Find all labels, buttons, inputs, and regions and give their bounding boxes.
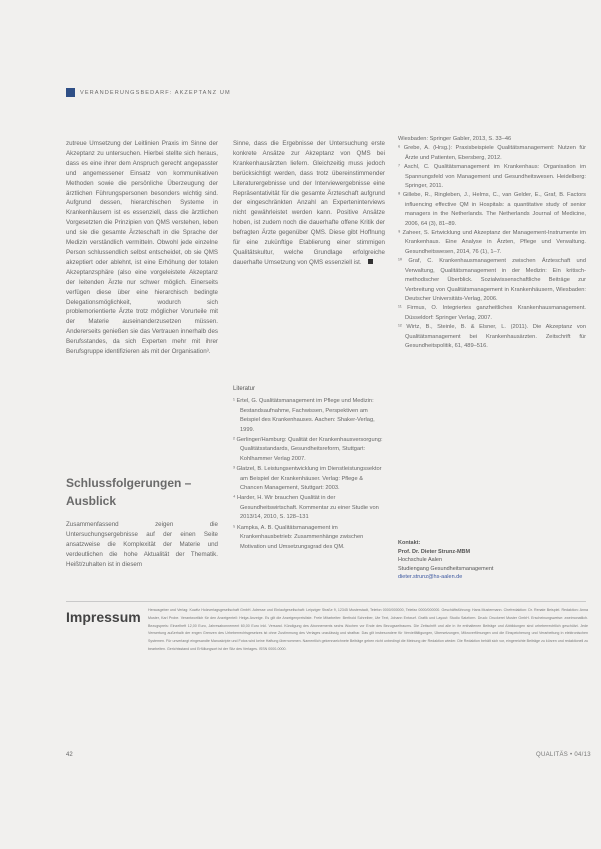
reference-item: ⁵ Kampka, A. B. Qualitätsmanagement im Krankenhausbetrieb: Zusammenhänge zwischen Motivation und Umsetzungsgrad des QM. — [233, 524, 364, 550]
reference-item: ¹² Wirtz, B., Steinle, B. & Elsner, L. (2011). Die Akzeptanz von Qualitätsmanagement bei Krankenhausärzten. Zeitschrift für Gesundheitspolitik, 61, 489–516. — [398, 324, 586, 349]
contact-institution: Hochschule Aalen — [398, 557, 443, 564]
reference-item: ⁷ Aschl, C. Qualitätsmanagement im Krankenhaus: Organisation im Spannungsfeld von Management und Gesundheitswesen. Heidelberg: Springer, 2011. — [398, 164, 586, 190]
impressum-text: Herausgeber und Verlag: Kuwitz Holzverlagsgesellschaft GmbH. Adresse und Einlaufgesellschaft: Leipziger Straße 9, 12345 Musterstadt, Telefon 0000/000000, Telefax 0000/000000. Geschäftsführung: Hans Mustermann. Chefredaktion: Dr. Renate Beispiel. Redaktion: Anna Muster, Karl Probe. Verantwortlich für den Anzeigenteil: Helga Anzeige. Es gilt die Anzeigenpreisliste. Freie Mitarbeiter: Berthold Schreiber, Ute Text, Johann Entwurf. Grafik und Layout: Studio Satzform. Druck: Druckerei Muster GmbH. Erscheinungsweise: zweimonatlich. Bezugspreis: Einzelheft 12,00 Euro, Jahresabonnement 60,00 Euro inkl. Versand. Kündigung des Abonnements sechs Wochen vor Ende des Bezugszeitraums. Die Zeitschrift und alle in ihr enthaltenen Beiträge und Abbildungen sind urheberrechtlich geschützt. Jede Verwertung außerhalb der engen Grenzen des Urheberrechtsgesetzes ist ohne Zustimmung des Verlages unzulässig und strafbar. Das gilt insbesondere für Vervielfältigungen, Übersetzungen, Mikroverfilmungen und die Einspeicherung und Verarbeitung in elektronischen Systemen. Für unverlangt eingesandte Manuskripte und Fotos wird keine Haftung übernommen. Namentlich gekennzeichnete Beiträge geben nicht unbedingt die Meinung der Redaktion wieder. Die Redaktion behält sich vor, eingereichte Beiträge zu kürzen und redaktionell zu bearbeiten. Gerichtsstand und Erfüllungsort ist der Sitz des Verlages. ISSN 0000-0000. — [148, 608, 588, 651]
divider — [66, 601, 586, 602]
reference-item: ⁶ Grebe, A. (Hrsg.): Praxisbeispiele Qualitätsmanagement: Nutzen für Ärzte und Patienten, Ebersberg, 2012. — [398, 145, 586, 161]
reference-item: ³ Glatzel, B. Leistungsentwicklung im Dienstleistungssektor am Beispiel der Krankenhäuser. Verlag: Pflege & Chancen Management, Stuttgart: 2003. — [233, 466, 382, 492]
paragraph: Zusammenfassend zeigen die Untersuchungsergebnisse auf der einen Seite ansatzweise die Komplexität der Materie und verdeutlichen die hohe Aktualität der Thematik. Heißt/zuhalten ist in diesem — [66, 521, 218, 568]
contact-name: Prof. Dr. Dieter Strunz-MBM — [398, 548, 471, 555]
contact-box — [398, 539, 586, 582]
column-1-conclusion — [66, 514, 218, 576]
section-heading: Schlussfolgerungen – Ausblick — [66, 476, 192, 508]
column-2 — [233, 139, 385, 268]
reference-item: Wiesbaden: Springer Gabler, 2013, S. 33–46 — [398, 136, 512, 142]
reference-item: ¹⁰ Graf, C. Krankenhausmanagement zwischen Ärzteschaft und Verwaltung, Qualitätsmanagement in der Medizin: Ein kritisch-methodischer Überblick. Sozialwissenschaftliche Beiträge zur Verbreitung von Qualitätsmanagement in Krankenhäusern, Wiesbaden: Deutscher Universitäts-Verlag, 2006. — [398, 258, 586, 302]
impressum-title: Impressum — [66, 609, 141, 625]
column-1 — [66, 139, 218, 357]
section-title: VERANDERUNGSBEDARF: AKZEPTANZ UM — [80, 89, 231, 96]
page-number: 42 — [66, 752, 73, 758]
paragraph-text: Sinne, dass die Ergebnisse der Untersuchung erste konkrete Ansätze zur Akzeptanz von QMS bei Krankenhausärzten liefern. Gleichzeitig muss jedoch berücksichtigt werden, dass trotz übereinstimmender Literaturergebnisse und der Interviewergebnisse eine Repräsentativität für die gesamte Ärzteschaft aufgrund der eingeschränkten Anzahl an Experteninterviews nicht gewährleistet werden kann. Positive Ansätze hoben, ist zudem noch die dauerhafte offene Kritik der befragten Ärzte gegenüber QMS. Diese gibt Hoffnung für eine zukünftige Etablierung einer stimmigen Qualitätskultur, welche Grundlage erfolgreiche dauerhafte Umsetzung von QMS essenziell ist. — [233, 140, 385, 266]
reference-item: ⁴ Harder, H. Wir brauchen Qualität in der Gesundheitswirtschaft. Kommentar zu einer Studie von 2013/14, 2010, S. 128–131 — [233, 495, 379, 521]
reference-item: ⁹ Zaheer, S. Ertwicklung und Akzeptanz der Management-Instrumente im Krankenhaus. Eine Analyse in Ärzten, Pflege und Verwaltung. Gesundheitswesen, 2014, 76 (1), 1–7. — [398, 230, 586, 255]
contact-label: Kontakt: — [398, 540, 421, 546]
section-marker-icon — [66, 88, 75, 97]
section-header — [66, 88, 231, 97]
end-of-article-icon — [368, 259, 373, 264]
literature-heading: Literatur — [233, 386, 256, 392]
reference-item: ² Gerlinger/Hamburg: Qualität der Krankenhausversorgung: Qualitätsstandards, Gesundheitsreform, Stuttgart: Kohlhammer Verlag 2007. — [233, 437, 383, 462]
column-3-references — [398, 135, 586, 351]
reference-item: ¹¹ Firmus, O. Integriertes ganzheitliches Krankenhausmanagement. Düsseldorf: Springer Verlag, 2007. — [398, 305, 586, 321]
issue-label: QUALITÄS • 04/13 — [536, 752, 591, 758]
paragraph: zutreue Umsetzung der Leitlinien Praxis im Sinne der Akzeptanz zu untersuchen. Hierbei stellte sich heraus, dass es eine ihrer dem Anspruch gerecht angepasster und angemessener Einsatz von kommunikativen Methoden sowie die persönliche Überzeugung der ärztlichen Führungspersonen besonders wichtig sind. Aufgrund dessen, hierarchischen Systeme in Krankenhäusern ist es essenziell, dass die ärztlichen Vorgesetzten die Prinzipien von QMS verstehen, leben und sie die gesamte Ärzteschaft in die Sprache der Medizin verständlich vermitteln. Obwohl jede einzelne Person schlussendlich selbst entscheidet, ob sie QMS akzeptiert oder ablehnt, ist eine Erhöhung der totalen Akzeptanzsphäre (also eine vorgeleistete Akzeptanz der leitenden Ärzte nur schwer möglich. Einerseits verfügen diese über eine hierarchisch bedingte Delegationsmöglichkeit, wodurch sich problemorientierte Ärzte trotz möglicher Vorurteile mit der Materie auseinanderzusetzen müssen. Andererseits genießen sie das Vertrauen innerhalb des Berufsstandes, da sich Experten mehr mit ihrer Berufsgruppe identifizieren als mit der Organisation³. — [66, 140, 218, 356]
contact-email-link[interactable]: dieter.strunz@hs-aalen.de — [398, 574, 463, 581]
reference-item: ¹ Ertel, G. Qualitätsmanagement im Pflege und Medizin: Bestandsaufnahme, Fachwissen, Perspektiven am Beispiel des Krankenhauses. Aachen: Shaker-Verlag, 1999. — [233, 398, 375, 433]
paragraph — [233, 139, 385, 268]
literature-list — [233, 385, 385, 553]
reference-item: ⁸ Gillebe, R., Ringleben, J., Helms, C., van Gelder, E., Graf, B. Factors influencing effective QM in Hospitals: a quantitative study of senior managers in the Netherlands. The Netherlands Journal of Medicine, 2006, 64 (3), 81–89. — [398, 192, 586, 227]
contact-department: Studiengang Gesundheitsmanagement — [398, 565, 494, 572]
